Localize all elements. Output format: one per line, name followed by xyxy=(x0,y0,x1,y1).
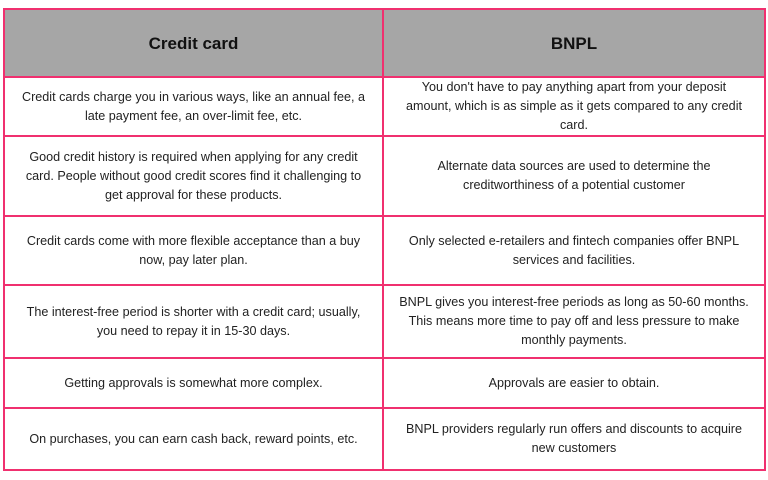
bnpl-cell: Only selected e-retailers and fintech companies offer BNPL services and facilities. xyxy=(383,216,765,285)
table-row xyxy=(4,358,765,408)
bnpl-cell: Alternate data sources are used to determine the creditworthiness of a potential customer xyxy=(383,136,765,216)
bnpl-cell: BNPL providers regularly run offers and discounts to acquire new customers xyxy=(383,408,765,470)
table-row xyxy=(4,285,765,358)
bnpl-cell: BNPL gives you interest-free periods as long as 50-60 months. This means more time to pay off and less pressure to make monthly payments. xyxy=(383,285,765,358)
credit-card-cell: The interest-free period is shorter with a credit card; usually, you need to repay it in 15-30 days. xyxy=(4,285,383,358)
table-row xyxy=(4,77,765,136)
credit-card-cell: Getting approvals is somewhat more complex. xyxy=(4,358,383,408)
header-bnpl: BNPL xyxy=(383,9,765,77)
table-row xyxy=(4,136,765,216)
bnpl-cell: You don't have to pay anything apart from your deposit amount, which is as simple as it gets compared to any credit card. xyxy=(383,77,765,136)
bnpl-cell: Approvals are easier to obtain. xyxy=(383,358,765,408)
header-credit-card: Credit card xyxy=(4,9,383,77)
credit-card-cell: On purchases, you can earn cash back, reward points, etc. xyxy=(4,408,383,470)
comparison-table xyxy=(3,8,766,471)
table-row xyxy=(4,216,765,285)
credit-card-cell: Good credit history is required when applying for any credit card. People without good credit scores find it challenging to get approval for these products. xyxy=(4,136,383,216)
credit-card-cell: Credit cards come with more flexible acceptance than a buy now, pay later plan. xyxy=(4,216,383,285)
header-row xyxy=(4,9,765,77)
table-row xyxy=(4,408,765,470)
credit-card-cell: Credit cards charge you in various ways, like an annual fee, a late payment fee, an over-limit fee, etc. xyxy=(4,77,383,136)
